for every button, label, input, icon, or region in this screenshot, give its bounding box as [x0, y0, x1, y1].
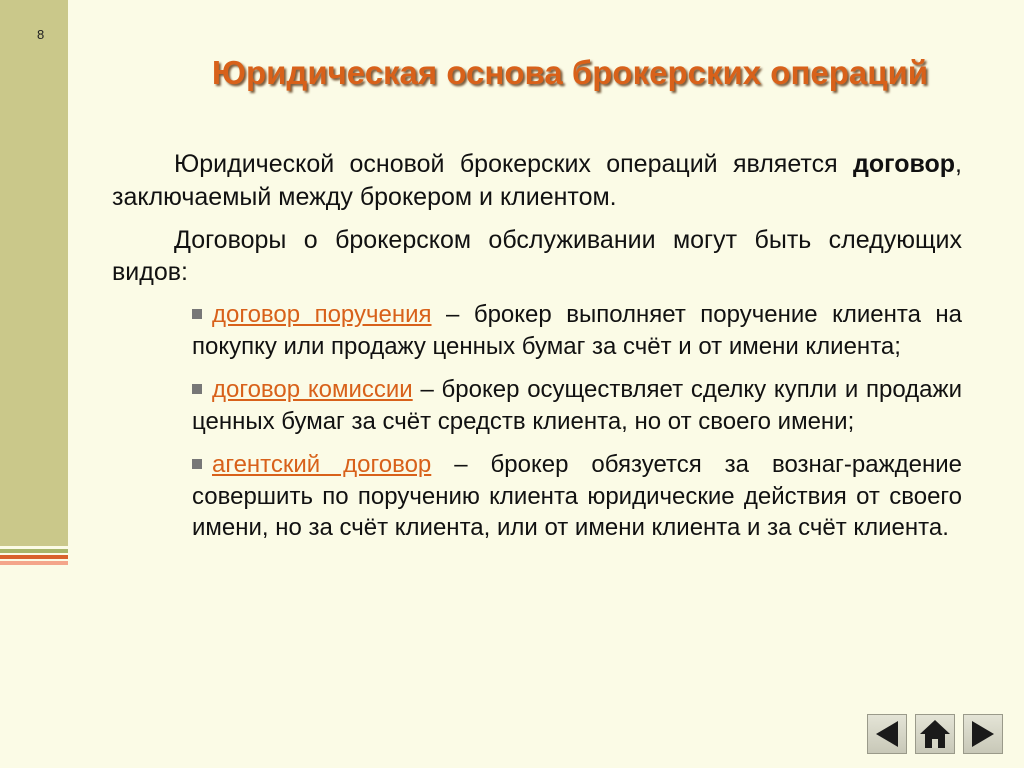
sidebar-panel — [0, 0, 68, 546]
arrow-left-icon — [868, 715, 906, 753]
home-button[interactable] — [915, 714, 955, 754]
sidebar-stripe-green — [0, 549, 68, 553]
intro-text-start: Юридической основой брокерских операций является — [174, 150, 853, 178]
slide-number: 8 — [37, 27, 45, 42]
list-item — [192, 299, 962, 363]
bullet-square-icon — [192, 384, 202, 394]
term-link-commission-contract[interactable]: договор комиссии — [212, 375, 413, 403]
slide-title: Юридическая основа брокерских операций — [211, 54, 929, 91]
list-item-text: – брокер обязуется за вознаг-раждение совершить по поручению клиента юридические действия от своего имени, но за счёт клиента, или от имени клиента и за счёт клиента. — [192, 450, 963, 542]
intro-paragraph — [112, 148, 962, 214]
sidebar-stripe-pink — [0, 561, 68, 565]
list-item — [192, 374, 962, 438]
sidebar-stripe-orange — [0, 555, 68, 559]
slide-content — [112, 148, 962, 555]
contract-types-list — [112, 299, 962, 544]
term-link-agent-contract[interactable]: агентский договор — [212, 450, 432, 478]
list-item — [192, 449, 962, 545]
next-slide-button[interactable] — [963, 714, 1003, 754]
arrow-right-icon — [964, 715, 1002, 753]
list-item-text: – брокер выполняет поручение клиента на покупку или продажу ценных бумаг за счёт и от имени клиента; — [192, 301, 962, 360]
intro-text-end: , заключаемый между брокером и клиентом. — [112, 150, 962, 211]
previous-slide-button[interactable] — [867, 714, 907, 754]
bullet-square-icon — [192, 459, 202, 469]
types-paragraph: Договоры о брокерском обслуживании могут быть следующих видов: — [112, 225, 962, 287]
bullet-square-icon — [192, 309, 202, 319]
home-icon — [916, 715, 954, 753]
intro-bold-term: договор — [852, 150, 956, 178]
term-link-agency-contract[interactable]: договор поручения — [212, 301, 432, 328]
list-item-text: – брокер осуществляет сделку купли и продажи ценных бумаг за счёт средств клиента, но от своего имени; — [192, 375, 962, 435]
